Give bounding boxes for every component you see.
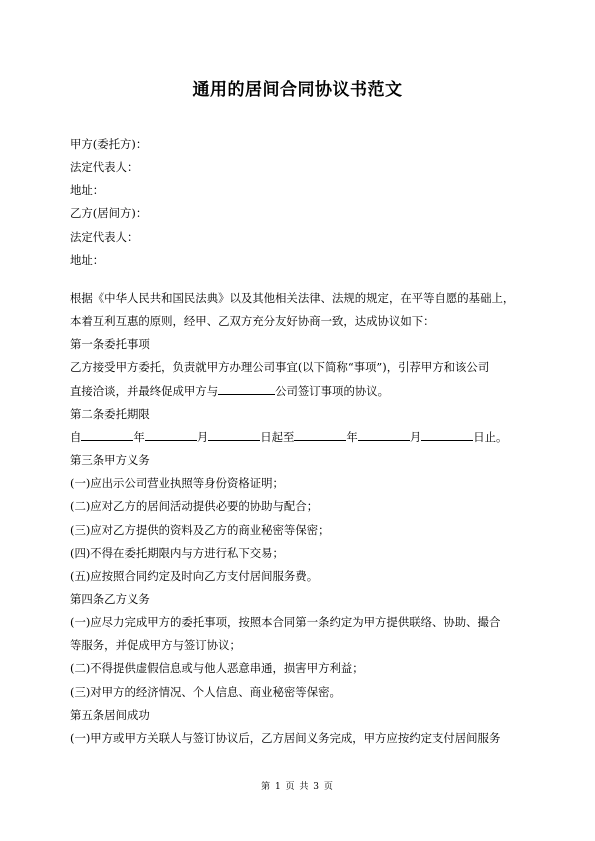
fill-in-blank <box>421 427 473 441</box>
fill-in-blank <box>218 381 275 395</box>
term-from: 自 <box>70 429 82 444</box>
party-a-representative-label: 法定代表人： <box>70 160 139 175</box>
list-item: (一)应尽力完成甲方的委托事项，按照本合同第一条约定为甲方提供联络、协助、撮合 <box>70 615 501 630</box>
page-footer: 第 1 页 共 3 页 <box>261 782 334 792</box>
term-month: 月 <box>409 429 422 444</box>
article-heading: 第三条甲方义务 <box>70 453 150 468</box>
list-item: (三)应对乙方提供的资料及乙方的商业秘密等保密； <box>70 522 330 537</box>
spacer <box>70 272 530 287</box>
preamble-line: 本着互利互惠的原则，经甲、乙双方充分友好协商一致，达成协议如下： <box>70 314 435 329</box>
preamble <box>70 287 530 333</box>
fill-in-blank <box>358 427 410 441</box>
list-item: (二)不得提供虚假信息或与他人恶意串通，损害甲方利益； <box>70 661 364 676</box>
party-a-address-label: 地址： <box>70 183 105 198</box>
term-period-line <box>70 426 530 449</box>
fill-in-blank <box>81 427 133 441</box>
party-info <box>70 133 530 272</box>
article-2 <box>70 403 530 449</box>
article-heading: 第四条乙方义务 <box>70 591 150 606</box>
party-b-representative-label: 法定代表人： <box>70 229 139 244</box>
party-b-label: 乙方(居间方)： <box>70 206 148 221</box>
article-text-part: 直接洽谈，并最终促成甲方与 <box>70 383 219 398</box>
term-day-start: 日起至 <box>260 429 295 444</box>
document-body <box>70 133 530 750</box>
term-year: 年 <box>133 429 145 444</box>
term-month: 月 <box>196 429 209 444</box>
list-item: (四)不得在委托期限内与方进行私下交易； <box>70 545 284 560</box>
article-heading: 第一条委托事项 <box>70 337 150 352</box>
term-day-end: 日止。 <box>473 429 508 444</box>
article-text <box>70 380 530 403</box>
article-3 <box>70 449 530 588</box>
article-text: 乙方接受甲方委托，负责就甲方办理公司事宜(以下简称“事项”)，引荐甲方和该公司 <box>70 360 490 375</box>
article-4 <box>70 588 530 704</box>
article-1 <box>70 333 530 402</box>
party-b-address-label: 地址： <box>70 252 105 267</box>
article-heading: 第五条居间成功 <box>70 707 150 722</box>
article-text-part: 公司签订事项的协议。 <box>275 383 390 398</box>
list-item: (三)对甲方的经济情况、个人信息、商业秘密等保密。 <box>70 684 341 699</box>
article-5 <box>70 704 530 750</box>
list-item: (一)甲方或甲方关联人与签订协议后，乙方居间义务完成，甲方应按约定支付居间服务 <box>70 730 501 745</box>
preamble-line: 根据《中华人民共和国民法典》以及其他相关法律、法规的规定，在平等自愿的基础上， <box>70 290 515 305</box>
list-item: (二)应对乙方的居间活动提供必要的协助与配合； <box>70 499 319 514</box>
list-item: (一)应出示公司营业执照等身份资格证明； <box>70 476 284 491</box>
fill-in-blank <box>294 427 346 441</box>
list-item: 等服务，并促成甲方与签订协议； <box>70 638 241 653</box>
fill-in-blank <box>145 427 197 441</box>
document-title: 通用的居间合同协议书范文 <box>192 80 403 100</box>
article-heading: 第二条委托期限 <box>70 406 150 421</box>
term-year: 年 <box>346 429 358 444</box>
fill-in-blank <box>208 427 260 441</box>
list-item: (五)应按照合同约定及时向乙方支付居间服务费。 <box>70 568 319 583</box>
party-a-label: 甲方(委托方)： <box>70 137 148 151</box>
